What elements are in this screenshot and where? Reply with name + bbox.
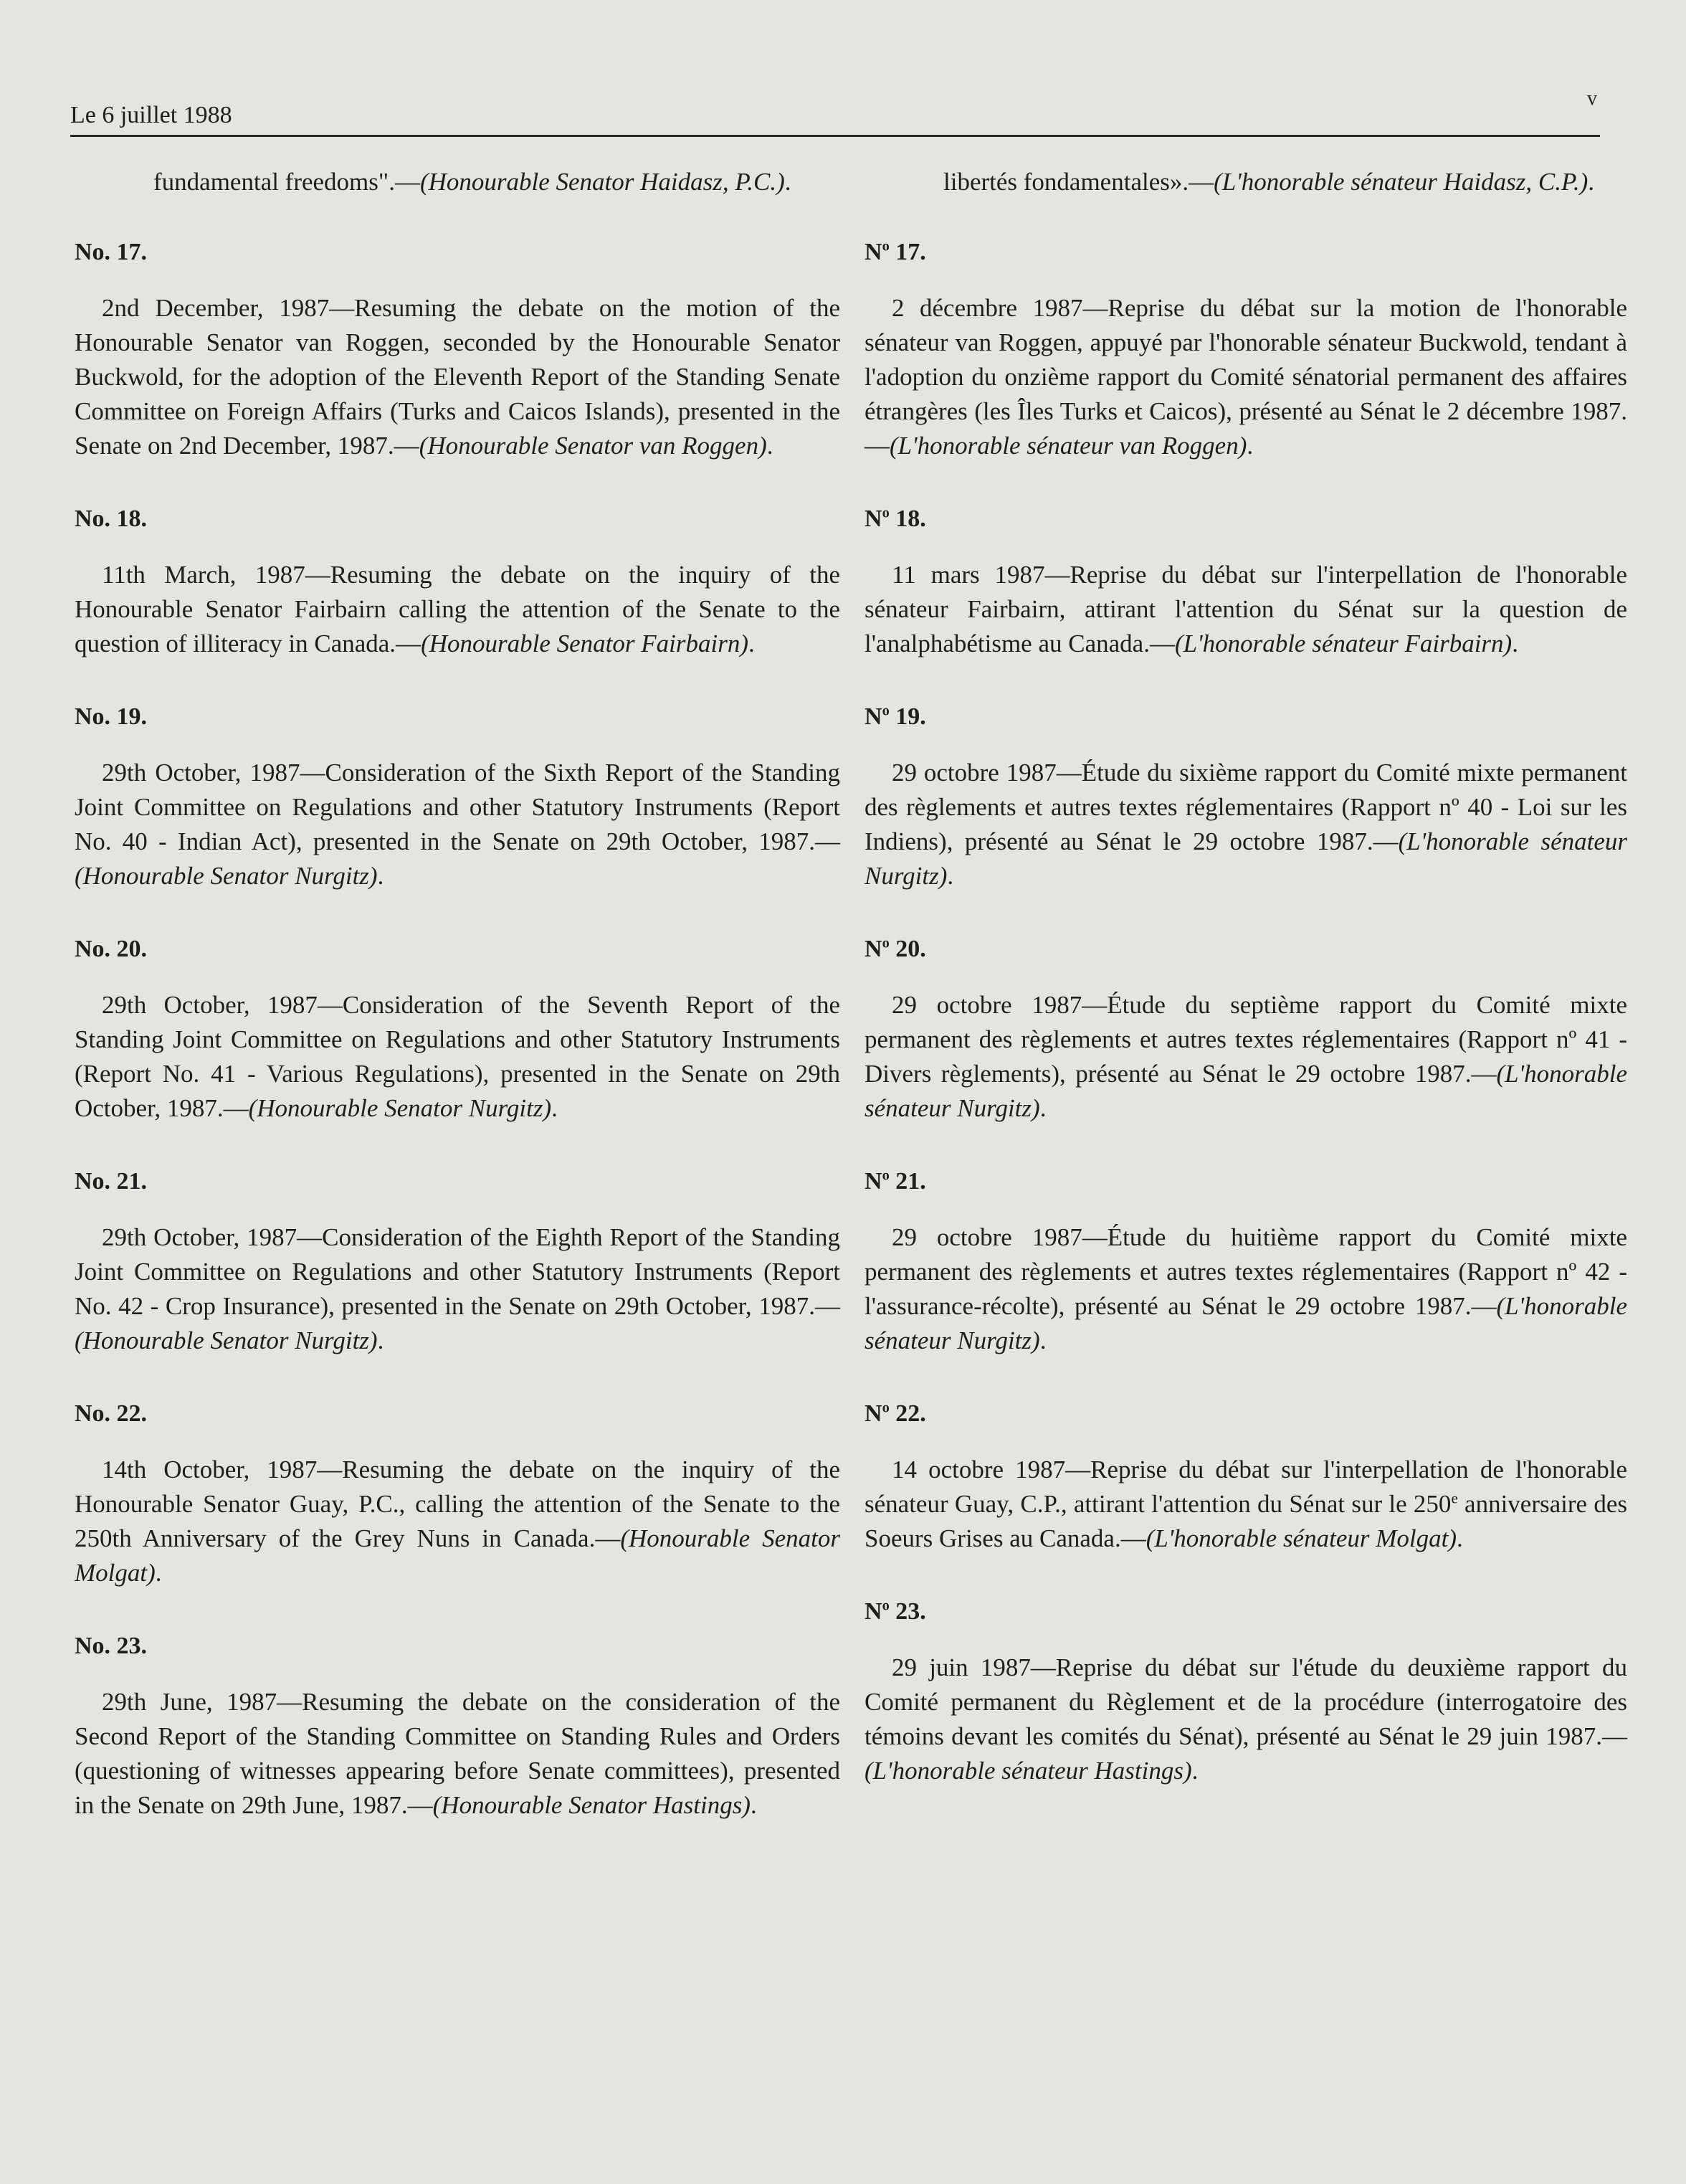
item-number: $N^o$ 21.: [865, 1167, 926, 1195]
order-item-19: [865, 700, 1627, 893]
item-number: No. 17.: [75, 239, 148, 265]
item-text: 14 octobre 1987—Reprise du débat sur l'interpellation de l'honorable sénateur Guay, C.P., attirant l'attention du Sénat sur le 250e anniversaire des Soeurs Grises au Canada.—(L'honorable sénateur Molgat).: [865, 1456, 1627, 1552]
order-item-17: [75, 235, 840, 463]
page-header: [70, 87, 1600, 137]
item-text: 29th June, 1987—Resuming the debate on the consideration of the Second Report of the Standing Committee on Standing Rules and Orders (questioning of witnesses appearing before Senate committees), presented in the Senate on 29th June, 1987.—(Honourable Senator Hastings).: [75, 1688, 840, 1819]
item-number: No. 19.: [75, 703, 148, 730]
header-page-number: v: [1587, 87, 1597, 110]
item-text: 29 octobre 1987—Étude du huitième rapport du Comité mixte permanent des règlements et autres textes réglementaires (Rapport nº 42 - l'assurance-récolte), présenté au Sénat le 29 octobre 1987.—(L'honorable sénateur Nurgitz).: [865, 1223, 1627, 1354]
item-text: 29th October, 1987—Consideration of the Seventh Report of the Standing Joint Committee on Regulations and other Statutory Instruments (Report No. 41 - Various Regulations), presented in the Senate on 29th October, 1987.—(Honourable Senator Nurgitz).: [75, 991, 840, 1122]
order-item-22: [75, 1397, 840, 1590]
header-date: Le 6 juillet 1988: [70, 102, 232, 128]
order-item-17: [865, 235, 1627, 463]
item-number: No. 18.: [75, 505, 148, 532]
item-number: $N^o$ 18.: [865, 505, 926, 532]
order-item-18: [75, 502, 840, 661]
order-item-21: [75, 1164, 840, 1358]
order-item-22: [865, 1397, 1627, 1556]
item-number: No. 21.: [75, 1168, 148, 1195]
english-column: [75, 165, 840, 1823]
continuation-paragraph: libertés fondamentales».—(L'honorable sénateur Haidasz, C.P.).: [943, 168, 1594, 196]
order-item-23: [75, 1629, 840, 1823]
item-number: $N^o$ 22.: [865, 1400, 926, 1427]
item-number: $N^o$ 17.: [865, 238, 926, 265]
item-number: $N^o$ 19.: [865, 703, 926, 730]
order-item-18: [865, 502, 1627, 661]
item-text: 29 octobre 1987—Étude du septième rapport du Comité mixte permanent des règlements et autres textes réglementaires (Rapport nº 41 - Divers règlements), présenté au Sénat le 29 octobre 1987.—(L'honorable sénateur Nurgitz).: [865, 991, 1627, 1122]
item-text: 29th October, 1987—Consideration of the Eighth Report of the Standing Joint Committee on Regulations and other Statutory Instruments (Report No. 42 - Crop Insurance), presented in the Senate on 29th October, 1987.—(Honourable Senator Nurgitz).: [75, 1223, 840, 1354]
item-text: 29 octobre 1987—Étude du sixième rapport du Comité mixte permanent des règlements et autres textes réglementaires (Rapport nº 40 - Loi sur les Indiens), présenté au Sénat le 29 octobre 1987.—(L'honorable sénateur Nurgitz).: [865, 759, 1627, 890]
item-number: No. 22.: [75, 1400, 148, 1427]
item-text: 11 mars 1987—Reprise du débat sur l'interpellation de l'honorable sénateur Fairbairn, attirant l'attention du Sénat sur la question de l'analphabétisme au Canada.—(L'honorable sénateur Fairbairn).: [865, 561, 1627, 657]
french-column: [865, 165, 1627, 1788]
item-text: 11th March, 1987—Resuming the debate on the inquiry of the Honourable Senator Fairbairn calling the attention of the Senate to the question of illiteracy in Canada.—(Honourable Senator Fairbairn).: [75, 561, 840, 657]
order-item-19: [75, 700, 840, 893]
order-item-20: [75, 932, 840, 1126]
item-number: No. 20.: [75, 936, 148, 962]
item-text: 29 juin 1987—Reprise du débat sur l'étude du deuxième rapport du Comité permanent du Règlement et de la procédure (interrogatoire des témoins devant les comités du Sénat), présenté au Sénat le 29 juin 1987.—(L'honorable sénateur Hastings).: [865, 1653, 1627, 1785]
item-text: 2nd December, 1987—Resuming the debate on the motion of the Honourable Senator van Roggen, seconded by the Honourable Senator Buckwold, for the adoption of the Eleventh Report of the Standing Senate Committee on Foreign Affairs (Turks and Caicos Islands), presented in the Senate on 2nd December, 1987.—(Honourable Senator van Roggen).: [75, 294, 840, 460]
order-item-21: [865, 1164, 1627, 1358]
continuation-paragraph: fundamental freedoms".—(Honourable Senator Haidasz, P.C.).: [153, 168, 791, 196]
order-item-23: [865, 1595, 1627, 1788]
item-text: 2 décembre 1987—Reprise du débat sur la motion de l'honorable sénateur van Roggen, appuyé par l'honorable sénateur Buckwold, tendant à l'adoption du onzième rapport du Comité sénatorial permanent des affaires étrangères (les Îles Turks et Caicos), présenté au Sénat le 2 décembre 1987.—(L'honorable sénateur van Roggen).: [865, 294, 1627, 460]
item-number: No. 23.: [75, 1633, 148, 1659]
item-number: $N^o$ 20.: [865, 935, 926, 962]
item-number: $N^o$ 23.: [865, 1597, 926, 1625]
item-text: 14th October, 1987—Resuming the debate on the inquiry of the Honourable Senator Guay, P.C., calling the attention of the Senate to the 250th Anniversary of the Grey Nuns in Canada.—(Honourable Senator Molgat).: [75, 1456, 840, 1587]
item-text: 29th October, 1987—Consideration of the Sixth Report of the Standing Joint Committee on Regulations and other Statutory Instruments (Report No. 40 - Indian Act), presented in the Senate on 29th October, 1987.—(Honourable Senator Nurgitz).: [75, 759, 840, 890]
order-item-20: [865, 932, 1627, 1126]
